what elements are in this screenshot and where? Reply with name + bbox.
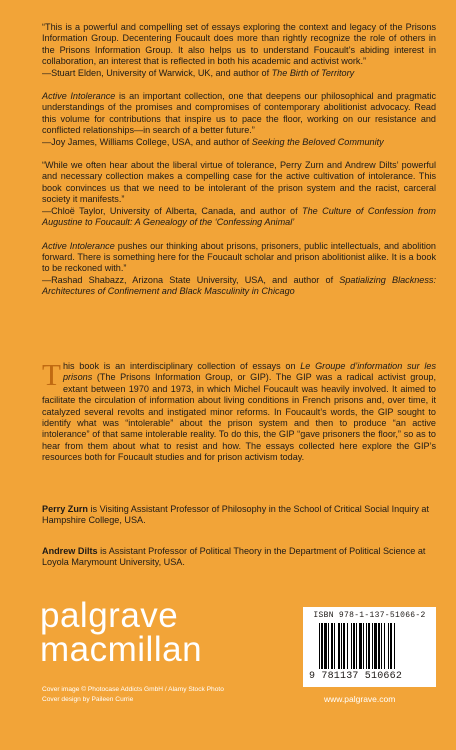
endorsement-attribution: —Joy James, Williams College, USA, and author of Seeking the Beloved Community	[42, 136, 384, 147]
author-bio-dilts: Andrew Dilts is Assistant Professor of Political Theory in the Department of Political Science at Loyola Marymount University, USA.	[42, 546, 426, 568]
barcode-bar	[378, 623, 380, 669]
publisher-website: www.palgrave.com	[324, 694, 396, 704]
barcode-block	[303, 607, 436, 687]
barcode-bar	[366, 623, 367, 669]
barcode-bar	[351, 623, 352, 669]
endorsement-quote: “While we often hear about the liberal virtue of tolerance, Perry Zurn and Andrew Dilts’ powerful and necessary collection makes a compelling case for the active cultivation of intolerance. This book convinces us that we need to be intolerant of the prison system and the racist, carceral society it manifests.”	[42, 160, 436, 205]
barcode-bar	[384, 623, 385, 669]
barcode-bar	[356, 623, 357, 669]
endorsement-attribution: —Chloë Taylor, University of Alberta, Canada, and author of The Culture of Confession from Augustine to Foucault: A Genealogy of the ‘Confessing Animal’	[42, 205, 436, 228]
barcode-bar	[374, 623, 377, 669]
publisher-logo-line1: palgrave	[40, 596, 179, 635]
barcode-bar	[381, 623, 382, 669]
isbn-label: ISBN 978-1-137-51066-2	[313, 611, 426, 620]
barcode-bar	[394, 623, 395, 669]
barcode-bar	[328, 623, 329, 669]
barcode-bar	[319, 623, 320, 669]
barcode-bar	[324, 623, 327, 669]
barcode-bar	[368, 623, 370, 669]
publisher-logo-line2: macmillan	[40, 630, 203, 669]
french-title: Le Groupe d’information sur les prisons	[62, 361, 436, 383]
author-name: Perry Zurn	[42, 504, 88, 514]
barcode-bar	[359, 623, 362, 669]
barcode-bar	[338, 623, 340, 669]
barcode-bar	[388, 623, 389, 669]
endorsement-attribution: —Stuart Elden, University of Warwick, UK, and author of The Birth of Territory	[42, 67, 355, 78]
barcode-bars	[319, 623, 425, 669]
book-description: This book is an interdisciplinary collection of essays on Le Groupe d’information sur les prisons (The Prisons Information Group, or GIP). The GIP was a radical activist group, extant between 1970 and 1973, in which Michel Foucault was heavily involved. It aimed to facilitate the circulation of information about living conditions in French prisons and, over time, it catalyzed several revolts and instigated minor reforms. In Foucault’s words, the GIP sought to identify what was “intolerable” about the prison system and then to produce “an active intolerance” of that same intolerable reality. To do this, the GIP “gave prisoners the floor,” so as to hear from them about what to resist and how. The essays collected here explore the GIP’s resources both for Foucault studies and for prison activism today.	[42, 357, 436, 463]
barcode-bar	[372, 623, 373, 669]
barcode-bar	[341, 623, 342, 669]
publisher-logo	[40, 596, 203, 669]
author-bio-zurn: Perry Zurn is Visiting Assistant Professor of Philosophy in the School of Critical Social Inquiry at Hampshire College, USA.	[42, 504, 430, 526]
barcode-bar	[363, 623, 364, 669]
cover-credits	[42, 685, 224, 705]
cover-image-credit: Cover image © Photocase Addicts GmbH / Alamy Stock Photo	[42, 686, 224, 693]
endorsement-attribution: —Rashad Shabazz, Arizona State University, USA, and author of Spatializing Blackness: Architectures of Confinement and Black Masculinity in Chicago	[42, 274, 436, 297]
barcode-digits: 9 781137 510662	[309, 671, 403, 682]
endorsement-quote: Active Intolerance is an important collection, one that deepens our philosophical and pragmatic understandings of the promises and compromises of contemporary abolitionist advocacy. Read this volume for contributions that inspire us to pace the floor, working on our resistance and conflicted relationships—in search of a better future.”	[42, 91, 436, 136]
drop-cap: T	[42, 357, 61, 392]
endorsement-elden	[42, 22, 436, 79]
barcode-bar	[334, 623, 335, 669]
barcode-bar	[347, 623, 348, 669]
cover-design-credit: Cover design by Paileen Currie	[42, 696, 134, 703]
endorsements	[42, 22, 436, 310]
endorsement-shabazz	[42, 241, 436, 298]
barcode-bar	[390, 623, 392, 669]
endorsement-quote: Active Intolerance pushes our thinking about prisons, prisoners, public intellectuals, and abolition forward. There is something here for the Foucault scholar and prison abolitionist alike. It is a book to be reckoned with.”	[42, 240, 436, 274]
endorsement-taylor	[42, 160, 436, 228]
endorsement-quote: “This is a powerful and compelling set of essays exploring the context and legacy of the Prisons Information Group. Decentering Foucault does more than rightly recognize the role of others in the Prisons Information Group. It also helps us to understand Foucault’s abiding interest in collaboration, an interest that is reflected in both his academic and activist work.”	[42, 22, 436, 67]
barcode-bar	[321, 623, 323, 669]
author-name: Andrew Dilts	[42, 546, 98, 556]
barcode-bar	[331, 623, 333, 669]
endorsement-james	[42, 91, 436, 148]
barcode-bar	[353, 623, 355, 669]
barcode-bar	[343, 623, 345, 669]
